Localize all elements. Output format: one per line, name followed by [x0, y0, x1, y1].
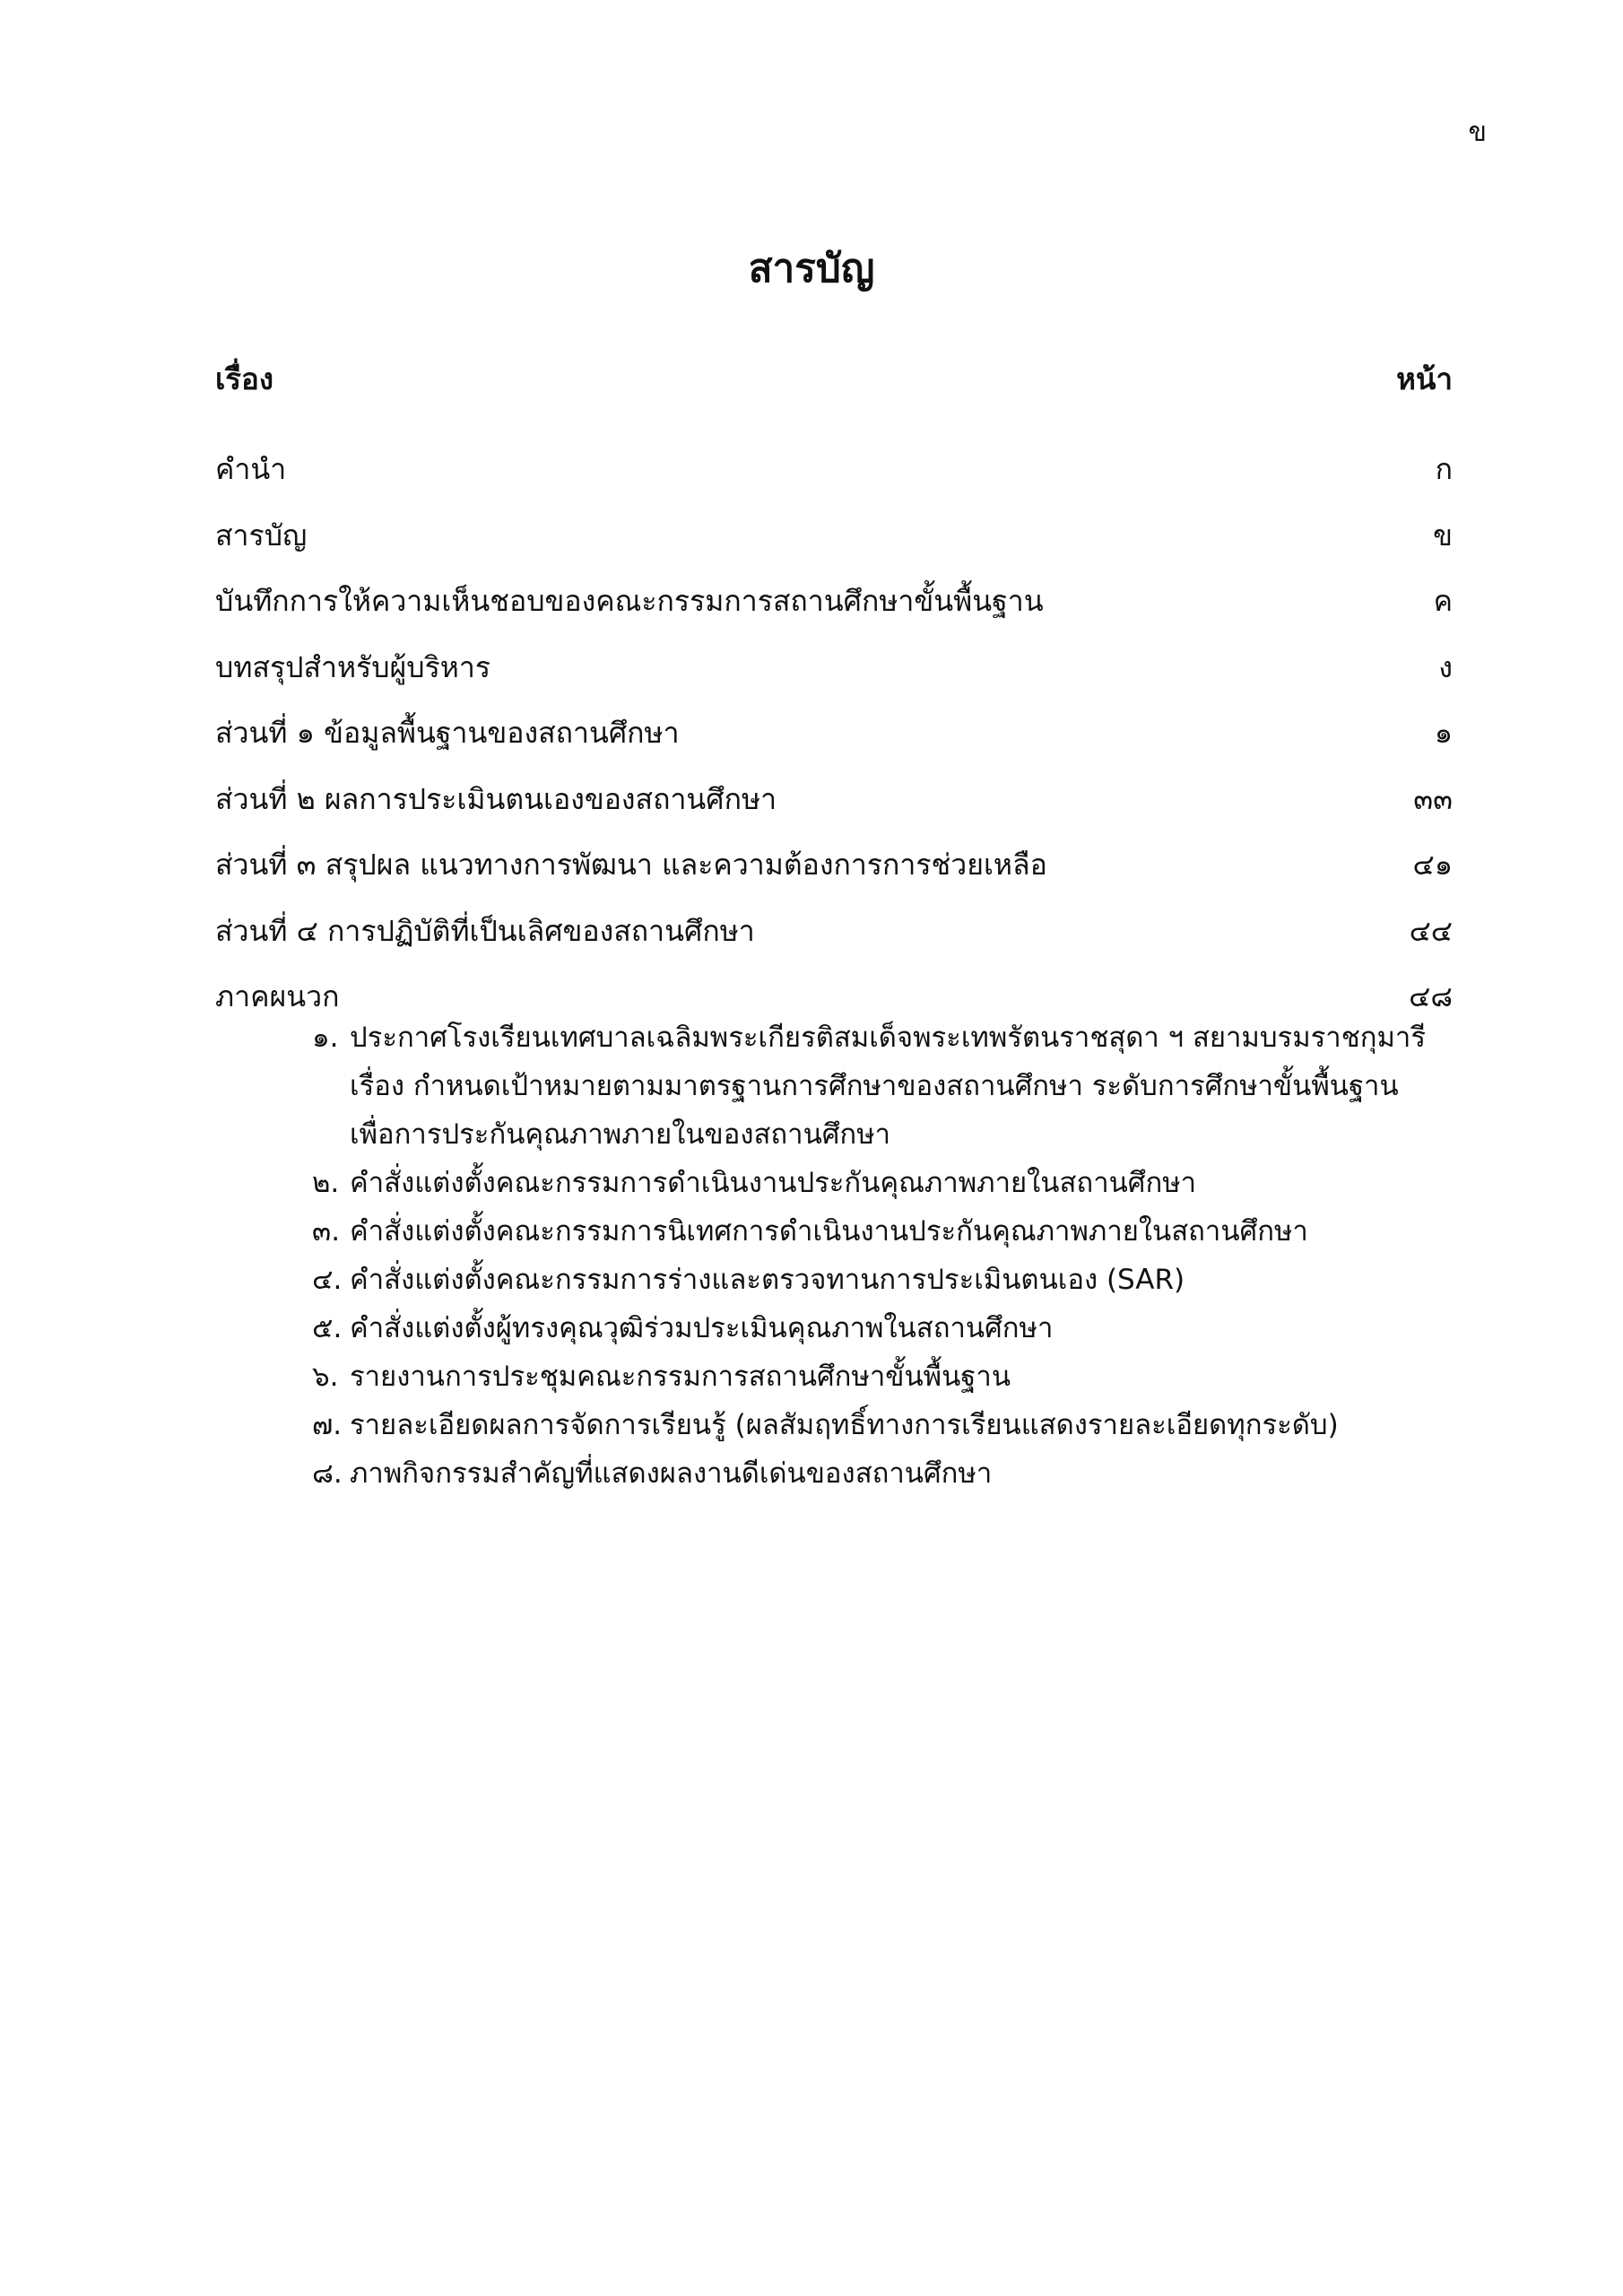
appendix-item-line: รายงานการประชุมคณะกรรมการสถานศึกษาขั้นพื้นฐาน [350, 1361, 1011, 1393]
appendix-item-line: คำสั่งแต่งตั้งคณะกรรมการดำเนินงานประกันคุณภาพภายในสถานศึกษา [350, 1167, 1197, 1199]
appendix-item-text [350, 1304, 1442, 1352]
page-title: สารบัญ [748, 246, 875, 291]
toc-entry-preface [215, 447, 1453, 513]
appendix-item-text [350, 1207, 1442, 1256]
page-number: ข [1468, 117, 1487, 148]
toc-entry-page: ก [1435, 452, 1453, 486]
appendix-item-line: คำสั่งแต่งตั้งคณะกรรมการร่างและตรวจทานการประเมินตนเอง (SAR) [350, 1264, 1185, 1296]
appendix-item-number: ๘. [312, 1457, 343, 1490]
appendix-item-number: ๔. [312, 1264, 343, 1296]
appendix-item-number: ๕. [312, 1312, 343, 1344]
appendix-item-number: ๑. [312, 1022, 339, 1054]
appendix-item [312, 1159, 1442, 1207]
page-column-label: หน้า [1396, 361, 1453, 396]
appendix-item [312, 1401, 1442, 1449]
toc-entry-part-4 [215, 909, 1453, 975]
toc-entry-label: ส่วนที่ ๒ ผลการประเมินตนเองของสถานศึกษา [215, 781, 777, 816]
toc-entry-part-3 [215, 842, 1453, 909]
toc-entry-label: บทสรุปสำหรับผู้บริหาร [215, 649, 491, 684]
toc-entry-page: ค [1433, 584, 1453, 618]
toc-entry-approval [215, 578, 1453, 645]
toc-entry-page: ๓๓ [1413, 781, 1453, 816]
toc-entry-executive-summary [215, 645, 1453, 711]
appendix-item-text [350, 1401, 1442, 1449]
appendix-item-number: ๖. [312, 1361, 339, 1393]
appendix-item-text [350, 1013, 1442, 1159]
toc-column-header [215, 357, 1453, 402]
toc-entry-part-2 [215, 777, 1453, 843]
toc-entry-part-1 [215, 710, 1453, 777]
toc-entry-label: ภาคผนวก [215, 979, 340, 1013]
appendix-item [312, 1304, 1442, 1352]
appendix-item-line: เพื่อการประกันคุณภาพภายในของสถานศึกษา [350, 1118, 891, 1151]
toc-entry-page: ๔๘ [1409, 979, 1453, 1013]
appendix-item [312, 1256, 1442, 1304]
toc-entry-label: คำนำ [215, 452, 287, 486]
toc-entry-page: ๔๔ [1409, 913, 1453, 948]
toc-entry-contents [215, 513, 1453, 579]
toc-entry-page: ๔๑ [1412, 848, 1453, 882]
toc-entry-label: ส่วนที่ ๓ สรุปผล แนวทางการพัฒนา และความต้องการการช่วยเหลือ [215, 848, 1047, 882]
appendix-item [312, 1352, 1442, 1401]
toc-entry-label: สารบัญ [215, 517, 308, 552]
table-of-contents [215, 447, 1453, 1040]
appendix-item [312, 1207, 1442, 1256]
toc-entry-label: ส่วนที่ ๑ ข้อมูลพื้นฐานของสถานศึกษา [215, 716, 680, 750]
appendix-list [312, 1013, 1442, 1498]
appendix-item-text [350, 1352, 1442, 1401]
toc-entry-label: ส่วนที่ ๔ การปฏิบัติที่เป็นเลิศของสถานศึกษา [215, 913, 755, 948]
appendix-item-text [350, 1256, 1442, 1304]
toc-entry-label: บันทึกการให้ความเห็นชอบของคณะกรรมการสถานศึกษาขั้นพื้นฐาน [215, 584, 1044, 618]
appendix-item-text [350, 1159, 1442, 1207]
appendix-item-number: ๓. [312, 1215, 341, 1248]
appendix-item-line: คำสั่งแต่งตั้งคณะกรรมการนิเทศการดำเนินงานประกันคุณภาพภายในสถานศึกษา [350, 1215, 1308, 1248]
topic-column-label: เรื่อง [215, 361, 273, 396]
toc-entry-page: ข [1433, 517, 1453, 552]
appendix-item-number: ๗. [312, 1409, 343, 1441]
appendix-item-line: รายละเอียดผลการจัดการเรียนรู้ (ผลสัมฤทธิ์ทางการเรียนแสดงรายละเอียดทุกระดับ) [350, 1409, 1339, 1441]
appendix-item [312, 1449, 1442, 1498]
appendix-item-line: ประกาศโรงเรียนเทศบาลเฉลิมพระเกียรติสมเด็จพระเทพรัตนราชสุดา ฯ สยามบรมราชกุมารี [350, 1022, 1426, 1054]
appendix-item-line: ภาพกิจกรรมสำคัญที่แสดงผลงานดีเด่นของสถานศึกษา [350, 1457, 993, 1490]
appendix-item-line: คำสั่งแต่งตั้งผู้ทรงคุณวุฒิร่วมประเมินคุณภาพในสถานศึกษา [350, 1312, 1054, 1344]
appendix-item-number: ๒. [312, 1167, 340, 1199]
appendix-item [312, 1013, 1442, 1159]
appendix-item-line: เรื่อง กำหนดเป้าหมายตามมาตรฐานการศึกษาของสถานศึกษา ระดับการศึกษาขั้นพื้นฐาน [350, 1070, 1399, 1102]
appendix-item-text [350, 1449, 1442, 1498]
toc-entry-page: ๑ [1434, 716, 1453, 750]
toc-entry-page: ง [1438, 649, 1453, 684]
